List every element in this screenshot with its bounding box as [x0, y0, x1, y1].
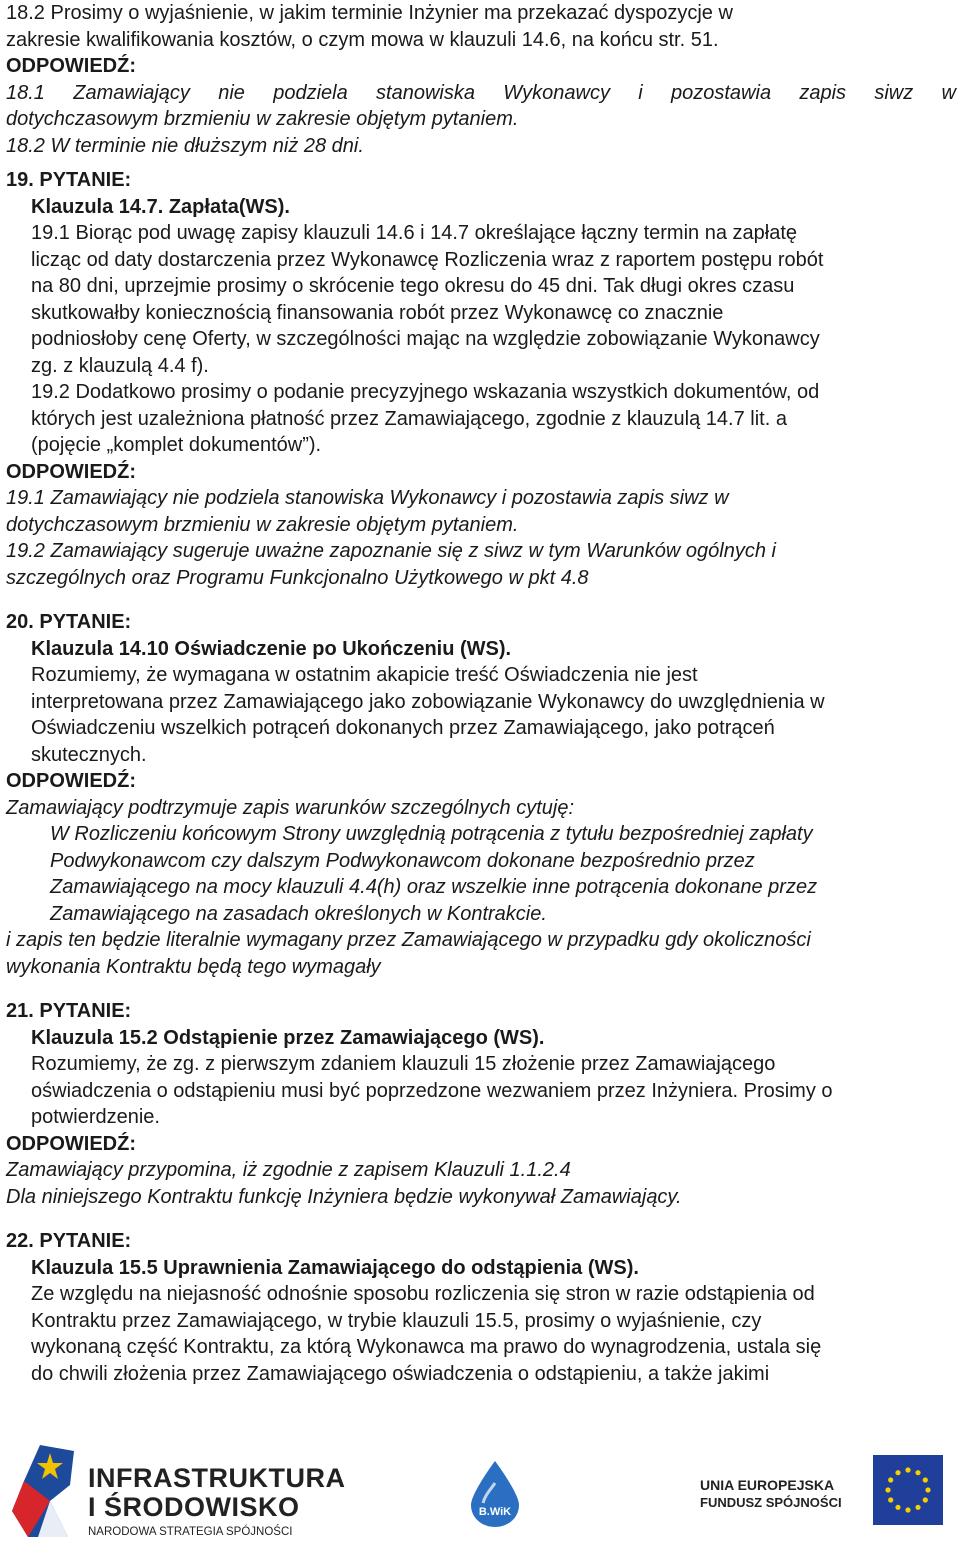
q20-clause-title: Klauzula 14.10 Oświadczenie po Ukończeniu (WS). — [31, 637, 512, 660]
q18-answer-label: ODPOWIEDŹ: — [6, 55, 136, 77]
q21-question-line: Rozumiemy, że zg. z pierwszym zdaniem klauzuli 15 złożenie przez Zamawiającego — [31, 1053, 776, 1075]
q19-answer-line: 19.1 Zamawiający nie podziela stanowiska Wykonawcy i pozostawia zapis siwz w — [6, 487, 729, 509]
q22-question-line: do chwili złożenia przez Zamawiającego oświadczenia o odstąpieniu, a także jakimi — [31, 1362, 770, 1385]
q18-answer-line: 18.1 Zamawiający nie podziela stanowiska Wykonawcy i pozostawia zapis siwz w — [6, 81, 956, 104]
q19-question-line: zg. z klauzulą 4.4 f). — [31, 354, 209, 377]
q22-question-line: wykonaną część Kontraktu, za którą Wykonawca ma prawo do wynagrodzenia, ustala się — [31, 1336, 822, 1358]
q19-question-line: 19.1 Biorąc pod uwagę zapisy klauzuli 14.6 i 14.7 określające łączny termin na zapłatę — [31, 222, 797, 244]
q21-question-line: potwierdzenie. — [31, 1106, 160, 1128]
q20-question-line: Oświadczeniu wszelkich potrąceń dokonanych przez Zamawiającego, jako potrąceń — [31, 717, 775, 739]
q19-question-line: których jest uzależniona płatność przez Zamawiającego, zgodnie z klauzulą 14.7 lit. a — [31, 407, 787, 430]
q19-heading: 19. PYTANIE: — [6, 169, 132, 191]
q19-question-line: podniosłoby cenę Oferty, w szczególności mając na względzie zobowiązanie Wykonawcy — [31, 328, 820, 350]
q19-clause-title: Klauzula 14.7. Zapłata(WS). — [31, 195, 290, 218]
document-page — [6, 0, 956, 1387]
q19-question-line: na 80 dni, uprzejmie prosimy o skrócenie tego okresu do 45 dni. Tak długi okres czasu — [31, 275, 795, 297]
q19-question-line: licząc od daty dostarczenia przez Wykonawcę Rozliczenia wraz z raportem postępu robót — [31, 248, 824, 271]
q19-question-line: (pojęcie „komplet dokumentów”). — [31, 434, 322, 456]
page-footer — [0, 1437, 960, 1545]
ue-logo-line1: UNIA EUROPEJSKA — [700, 1477, 835, 1493]
q19-question-line: 19.2 Dodatkowo prosimy o podanie precyzyjnego wskazania wszystkich dokumentów, od — [31, 381, 820, 403]
q22-question-line: Kontraktu przez Zamawiającego, w trybie klauzuli 15.5, prosimy o wyjaśnienie, czy — [31, 1309, 762, 1332]
ue-logo-line2: FUNDUSZ SPÓJNOŚCI — [700, 1495, 842, 1510]
q18-answer-line: dotychczasowym brzmieniu w zakresie objętym pytaniem. — [6, 108, 519, 130]
eu-flag-icon — [873, 1455, 943, 1525]
q20-answer-line: i zapis ten będzie literalnie wymagany przez Zamawiającego w przypadku gdy okoliczności — [6, 929, 811, 951]
q22-question-line: Ze względu na niejasność odnośnie sposobu rozliczenia się stron w razie odstąpienia od — [31, 1283, 815, 1305]
q20-answer-line: Zamawiający podtrzymuje zapis warunków szczególnych cytuję: — [6, 796, 575, 819]
bwik-logo-text: B.WiK — [478, 1506, 512, 1518]
q20-answer-line: wykonania Kontraktu będą tego wymagały — [6, 955, 381, 978]
q20-quoted-line: W Rozliczeniu końcowym Strony uwzględnią potrącenia z tytułu bezpośredniej zapłaty — [50, 823, 813, 845]
q18-question-line: 18.2 Prosimy o wyjaśnienie, w jakim terminie Inżynier ma przekazać dyspozycje w — [6, 2, 733, 24]
is-logo-line2: I ŚRODOWISKO — [88, 1492, 300, 1522]
q21-answer-line: Dla niniejszego Kontraktu funkcję Inżyniera będzie wykonywał Zamawiający. — [6, 1185, 682, 1208]
q20-answer-label: ODPOWIEDŹ: — [6, 770, 136, 792]
q21-answer-line: Zamawiający przypomina, iż zgodnie z zapisem Klauzuli 1.1.2.4 — [6, 1159, 571, 1181]
q20-question-line: Rozumiemy, że wymagana w ostatnim akapicie treść Oświadczenia nie jest — [31, 664, 698, 686]
q21-heading: 21. PYTANIE: — [6, 1000, 132, 1022]
q22-heading: 22. PYTANIE: — [6, 1230, 132, 1252]
is-logo-line1: INFRASTRUKTURA — [88, 1463, 346, 1493]
unia-europejska-logo — [700, 1455, 945, 1527]
q20-question-line: skutecznych. — [31, 743, 147, 766]
q19-answer-line: dotychczasowym brzmieniu w zakresie objętym pytaniem. — [6, 513, 519, 536]
bwik-drop-logo-icon — [465, 1459, 525, 1529]
infrastruktura-srodowisko-logo — [10, 1441, 346, 1541]
q20-quoted-line: Zamawiającego na zasadach określonych w Kontrakcie. — [50, 902, 547, 925]
q20-quoted-line: Podwykonawcom czy dalszym Podwykonawcom dokonane bezpośrednio przez — [50, 849, 755, 872]
is-logo-line3: NARODOWA STRATEGIA SPÓJNOŚCI — [88, 1526, 293, 1538]
q19-answer-line: szczególnych oraz Programu Funkcjonalno Użytkowego w pkt 4.8 — [6, 566, 589, 589]
q21-question-line: oświadczenia o odstąpieniu musi być poprzedzone wezwaniem przez Inżyniera. Prosimy o — [31, 1079, 833, 1102]
q19-answer-line: 19.2 Zamawiający sugeruje uważne zapoznanie się z siwz w tym Warunków ogólnych i — [6, 540, 776, 562]
q19-question-line: skutkowałby koniecznością finansowania robót przez Wykonawcę co znacznie — [31, 301, 724, 324]
q19-answer-label: ODPOWIEDŹ: — [6, 460, 136, 483]
q20-heading: 20. PYTANIE: — [6, 611, 132, 633]
is-flag-icon — [10, 1441, 78, 1541]
q18-question-line: zakresie kwalifikowania kosztów, o czym mowa w klauzuli 14.6, na końcu str. 51. — [6, 28, 719, 51]
q22-clause-title: Klauzula 15.5 Uprawnienia Zamawiającego do odstąpienia (WS). — [31, 1256, 639, 1279]
q18-answer-line: 18.2 W terminie nie dłuższym niż 28 dni. — [6, 134, 364, 157]
q21-clause-title: Klauzula 15.2 Odstąpienie przez Zamawiającego (WS). — [31, 1026, 545, 1049]
q20-question-line: interpretowana przez Zamawiającego jako zobowiązanie Wykonawcy do uwzględnienia w — [31, 690, 825, 713]
q21-answer-label: ODPOWIEDŹ: — [6, 1132, 136, 1155]
q20-quoted-line: Zamawiającego na mocy klauzuli 4.4(h) oraz wszelkie inne potrącenia dokonane przez — [50, 876, 818, 898]
